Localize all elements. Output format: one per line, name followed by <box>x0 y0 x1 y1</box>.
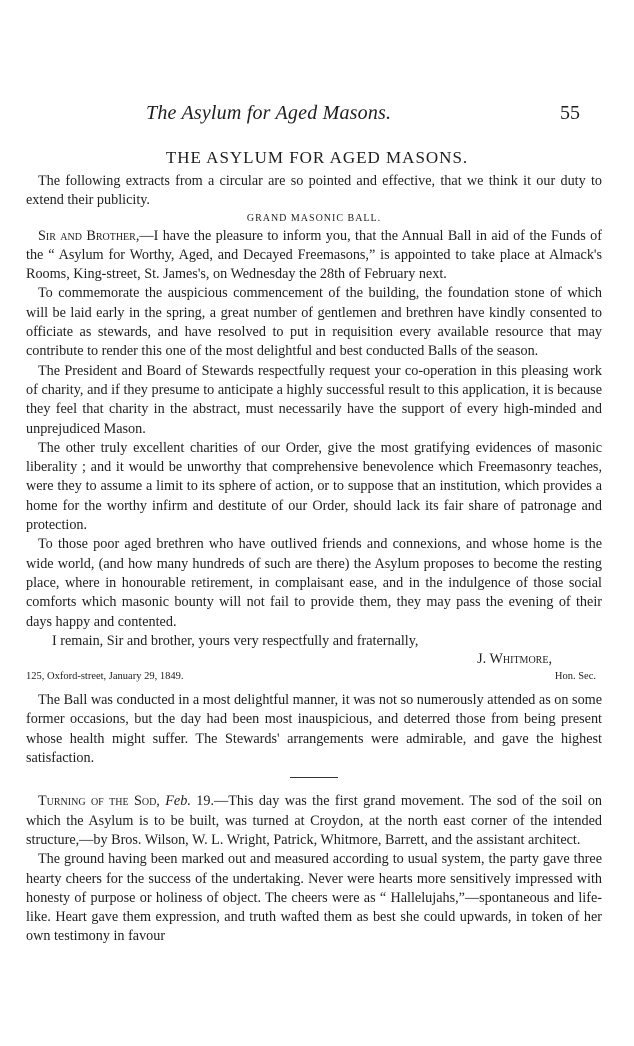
circular-paragraph-4: The other truly excellent charities of our Order, give the most gratifying evidences of masonic liberality ; and it would be unworthy that comprehensive benevolence which Freemasonry teaches, were they to assume a limit to its sphere of action, or to suppose that an institution, which provides a home for the worthy infirm and destitute of our Order, should lack its fair share of patronage and protection. <box>26 439 602 534</box>
running-title: The Asylum for Aged Masons. <box>146 102 392 124</box>
sod-lead: Turning of the Sod, <box>38 793 160 810</box>
signoff-address: 125, Oxford-street, January 29, 1849. <box>26 671 184 683</box>
letter-closing: I remain, Sir and brother, yours very respectfully and fraternally, <box>52 632 419 649</box>
article-title: THE ASYLUM FOR AGED MASONS. <box>165 148 469 167</box>
circular-paragraph-1 <box>26 227 602 285</box>
circular-paragraph-3: The President and Board of Stewards respectfully request your co-operation in this pleasing work of charity, and if they presume to anticipate a highly successful result to this application, it is because they feel that charity in the abstract, must necessarily have the support of every high-minded and unprejudiced Mason. <box>26 362 602 437</box>
signoff-title: Hon. Sec. <box>554 671 596 683</box>
circular-paragraph-1-text: —I have the pleasure to inform you, that the Annual Ball in aid of the Funds of the “ Asylum for Worthy, Aged, and Decayed Freemasons,” is appointed to take place at Almack's Rooms, King-street, St. James's, on Wednesday the 28th of February next. <box>26 227 602 283</box>
running-header <box>0 102 634 132</box>
signature <box>26 651 602 668</box>
sod-paragraph-text: 19.—This day was the first grand movement. The sod of the soil on which the Asylum is to be built, was turned at Croydon, at the north east corner of the intended structure,—by Bros. Wilson, W. L. Wright, Patrick, Whitmore, Barrett, and the assistant architect. <box>26 793 603 848</box>
salutation: Sir and Brother, <box>38 227 140 244</box>
intro-paragraph: The following extracts from a circular are so pointed and effective, that we think it our duty to extend their publicity. <box>26 173 602 209</box>
section-divider <box>290 777 338 778</box>
sod-date: Feb. <box>165 793 191 810</box>
circular-paragraph-5: To those poor aged brethren who have outlived friends and connexions, and whose home is the wide world, (and how many hundreds of such are there) the Asylum proposes to become the resting place, where in honourable retirement, in complaisant ease, and in the indulgence of those social comforts which masonic bounty will not fail to provide them, they may pass the evening of their days happy and contented. <box>26 536 602 630</box>
sod-paragraph <box>26 792 602 850</box>
signoff-row <box>26 668 602 685</box>
circular-paragraph-2: To commemorate the auspicious commencement of the building, the foundation stone of which will be laid early in the spring, a great number of gentlemen and brethren have kindly consented to officiate as stewards, and have resolved to put in requisition every available resource that may contribute to render this one of the most delightful and best conducted Balls of the season. <box>26 285 602 360</box>
page-number: 55 <box>560 102 580 124</box>
section-subheading: GRAND MASONIC BALL. <box>246 212 382 224</box>
signature-name: J. Whitmore, <box>477 651 552 668</box>
ball-report-paragraph: The Ball was conducted in a most delightful manner, it was not so numerously attended as on some former occasions, but the day had been most inauspicious, and deterred those from being present whose health might suffer. The Stewards' arrangements were admirable, and gave the highest satisfaction. <box>26 692 602 767</box>
final-paragraph: The ground having been marked out and measured according to usual system, the party gave three hearty cheers for the success of the undertaking. Never were hearts more sensitively impressed with honesty of purpose or holiness of object. The cheers were as “ Hallelujahs,”—spontaneous and life-like. Heart gave them expression, and truth wafted them as best she could upwards, in token of her own testimony in favour <box>26 851 602 945</box>
article-body <box>26 172 602 947</box>
